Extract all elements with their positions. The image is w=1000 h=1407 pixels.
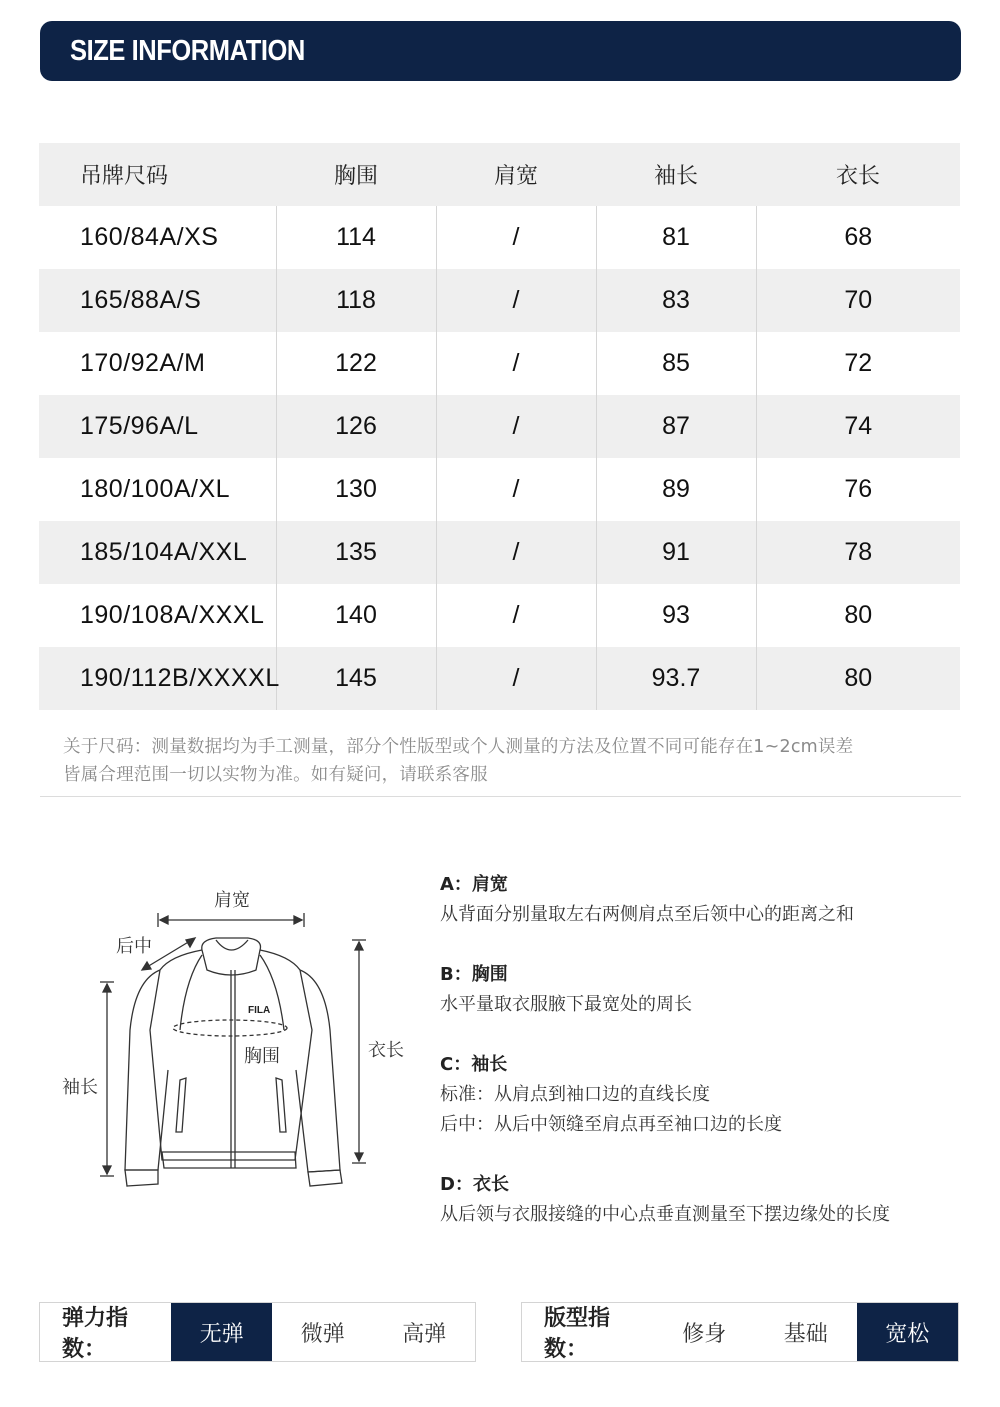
table-cell: 72 <box>756 332 960 395</box>
label-chest: 胸围 <box>244 1046 280 1067</box>
label-back-center: 后中 <box>116 936 152 957</box>
definition-shoulder <box>440 870 980 930</box>
fit-option: 宽松 <box>857 1303 959 1361</box>
table-row <box>39 458 960 521</box>
table-cell: / <box>436 584 596 647</box>
table-row <box>39 206 960 269</box>
definition-text: 标准：从肩点到袖口边的直线长度 <box>440 1084 710 1105</box>
label-sleeve: 袖长 <box>62 1077 98 1098</box>
table-cell: 91 <box>596 521 756 584</box>
table-cell: 135 <box>276 521 436 584</box>
arrow-head <box>142 962 151 970</box>
jacket-left-sleeve <box>125 970 168 1170</box>
table-cell: 83 <box>596 269 756 332</box>
table-cell: / <box>436 269 596 332</box>
table-cell: 93 <box>596 584 756 647</box>
definition-title: D：衣长 <box>440 1174 509 1195</box>
table-cell: 85 <box>596 332 756 395</box>
label-shoulder: 肩宽 <box>214 890 250 911</box>
table-cell: 78 <box>756 521 960 584</box>
table-row <box>39 584 960 647</box>
arrow-head <box>186 938 195 947</box>
column-header-chest: 胸围 <box>276 143 436 206</box>
table-cell: 93.7 <box>596 647 756 710</box>
arrow-head <box>355 942 363 950</box>
column-header-shoulder: 肩宽 <box>436 143 596 206</box>
definition-length <box>440 1170 980 1230</box>
arrow-head <box>103 1166 111 1174</box>
elasticity-option: 微弹 <box>300 1321 345 1347</box>
jacket-diagram <box>50 870 430 1200</box>
arrow-head <box>160 916 168 924</box>
size-table <box>39 143 960 710</box>
table-cell: 118 <box>276 269 436 332</box>
size-note-line: 皆属合理范围一切以实物为准。如有疑问，请联系客服 <box>63 765 488 785</box>
table-cell: 180/100A/XL <box>80 475 231 503</box>
definition-text: 从背面分别量取左右两侧肩点至后领中心的距离之和 <box>440 904 854 925</box>
table-cell: 81 <box>596 206 756 269</box>
table-cell: 185/104A/XXL <box>39 521 276 584</box>
raglan-seam <box>260 955 284 1030</box>
table-cell: 114 <box>276 206 436 269</box>
table-cell: 190/108A/XXXL <box>80 601 265 629</box>
fit-option: 修身 <box>682 1321 727 1347</box>
column-header-tag-size: 吊牌尺码 <box>39 143 276 206</box>
size-note <box>63 733 963 789</box>
elasticity-label: 弹力指数： <box>62 1306 129 1362</box>
definition-text: 水平量取衣服腋下最宽处的周长 <box>440 994 692 1015</box>
definition-chest <box>440 960 980 1020</box>
table-cell: / <box>436 521 596 584</box>
jacket-collar <box>202 938 261 975</box>
arrow-head <box>103 984 111 992</box>
table-row <box>39 269 960 332</box>
table-cell: / <box>436 332 596 395</box>
table-cell: / <box>436 647 596 710</box>
column-header-sleeve: 袖长 <box>596 143 756 206</box>
elasticity-option: 无弹 <box>171 1303 272 1361</box>
table-cell: 160/84A/XS <box>80 223 219 251</box>
table-row <box>39 521 960 584</box>
table-cell: 122 <box>276 332 436 395</box>
table-cell: 80 <box>756 584 960 647</box>
size-note-line: 关于尺码：测量数据均为手工测量，部分个性版型或个人测量的方法及位置不同可能存在1~2cm误差 <box>63 737 854 757</box>
left-pocket <box>176 1078 186 1132</box>
table-cell: 89 <box>596 458 756 521</box>
jacket-logo: FILA <box>248 1005 271 1016</box>
definition-sleeve <box>440 1050 980 1140</box>
fit-label: 版型指数： <box>544 1306 611 1362</box>
raglan-seam <box>180 955 202 1030</box>
table-row <box>39 647 960 710</box>
label-length: 衣长 <box>368 1040 404 1061</box>
table-cell: 145 <box>276 647 436 710</box>
table-cell: 175/96A/L <box>39 395 276 458</box>
table-row <box>39 332 960 395</box>
jacket-illustration <box>50 870 430 1200</box>
fit-option: 基础 <box>783 1321 828 1347</box>
table-cell: 170/92A/M <box>80 349 206 377</box>
section-header <box>40 21 961 81</box>
elasticity-option: 高弹 <box>402 1321 447 1347</box>
definition-text: 后中：从后中领缝至肩点再至袖口边的长度 <box>440 1114 782 1135</box>
table-cell: 74 <box>756 395 960 458</box>
fit-index <box>521 1302 959 1362</box>
table-cell: 140 <box>276 584 436 647</box>
definition-text: 从后领与衣服接缝的中心点垂直测量至下摆边缘处的长度 <box>440 1204 890 1225</box>
section-title: SIZE INFORMATION <box>70 35 305 67</box>
table-cell: 80 <box>756 647 960 710</box>
arrow-head <box>355 1153 363 1161</box>
table-cell: 126 <box>276 395 436 458</box>
table-cell: 130 <box>276 458 436 521</box>
definition-title: A：肩宽 <box>440 874 508 895</box>
right-pocket <box>276 1078 286 1132</box>
definition-title: B：胸围 <box>440 964 508 985</box>
table-cell: 190/112B/XXXXL <box>39 647 276 710</box>
table-cell: / <box>436 395 596 458</box>
elasticity-index <box>39 1302 476 1362</box>
table-cell: 76 <box>756 458 960 521</box>
jacket-right-sleeve <box>296 970 340 1172</box>
right-cuff <box>308 1170 342 1186</box>
table-cell: / <box>436 206 596 269</box>
arrow-head <box>294 916 302 924</box>
left-cuff <box>125 1170 158 1186</box>
table-header-row <box>39 143 960 206</box>
chest-measure-ellipse <box>173 1020 287 1036</box>
divider <box>40 796 961 797</box>
table-row <box>39 395 960 458</box>
table-cell: / <box>436 458 596 521</box>
table-cell: 87 <box>596 395 756 458</box>
table-cell: 68 <box>756 206 960 269</box>
table-cell: 165/88A/S <box>39 269 276 332</box>
table-cell: 70 <box>756 269 960 332</box>
column-header-length: 衣长 <box>756 143 960 206</box>
collar-inner <box>216 940 248 950</box>
definition-title: C：袖长 <box>440 1054 508 1075</box>
